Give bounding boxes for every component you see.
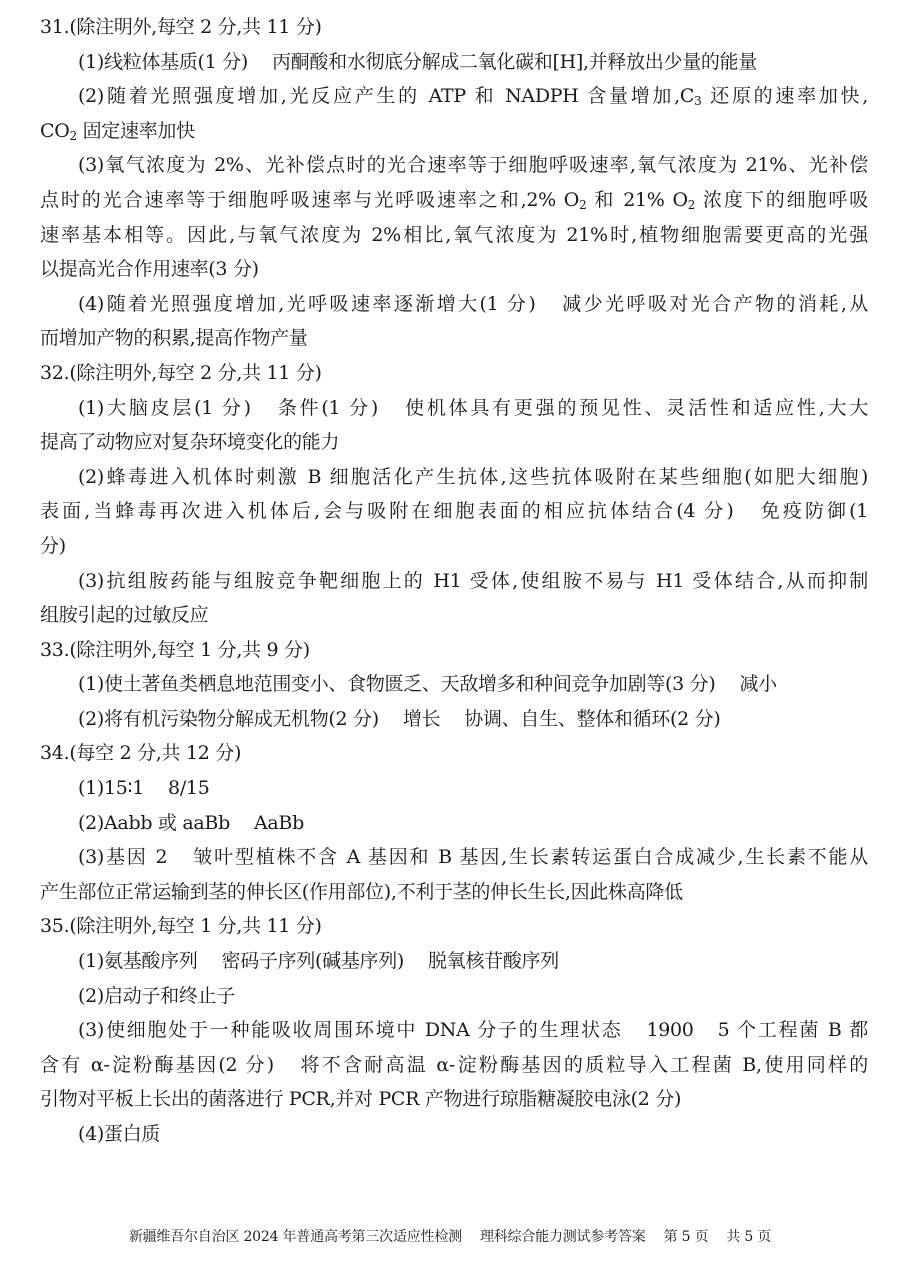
page-footer [0, 1226, 900, 1246]
question-35-heading: 35.(除注明外,每空 1 分,共 11 分) [40, 915, 322, 938]
q32-answer-2-line2: 表面,当蜂毒再次进入机体后,会与吸附在细胞表面的相应抗体结合(4 分) 免疫防御(1 [40, 500, 868, 523]
footer-page-number: 第 5 页 [663, 1229, 709, 1245]
q34-answer-3-line1: (3)基因 2 皱叶型植株不含 A 基因和 B 基因,生长素转运蛋白合成减少,生长素不能从 [78, 846, 868, 869]
q31-answer-3-line4: 以提高光合作用速率(3 分) [40, 258, 259, 281]
footer-source: 新疆维吾尔自治区 2024 年普通高考第三次适应性检测 [128, 1229, 462, 1245]
q35-answer-3-line2: 含有 α-淀粉酶基因(2 分) 将不含耐高温 α-淀粉酶基因的质粒导入工程菌 B,使用同样的 [40, 1053, 868, 1076]
footer-subject: 理科综合能力测试参考答案 [479, 1229, 646, 1245]
q35-answer-3-line1: (3)使细胞处于一种能吸收周围环境中 DNA 分子的生理状态 1900 5 个工程菌 B 都 [78, 1019, 869, 1042]
q33-answer-2: (2)将有机污染物分解成无机物(2 分) 增长 协调、自生、整体和循环(2 分) [78, 707, 721, 730]
q33-answer-1: (1)使土著鱼类栖息地范围变小、食物匮乏、天敌增多和种间竞争加剧等(3 分) 减小 [78, 673, 777, 696]
question-32-heading: 32.(除注明外,每空 2 分,共 11 分) [40, 361, 322, 384]
q32-answer-1-line1: (1)大脑皮层(1 分) 条件(1 分) 使机体具有更强的预见性、灵活性和适应性,大大 [78, 396, 868, 419]
question-34-heading: 34.(每空 2 分,共 12 分) [40, 742, 242, 765]
q31-answer-3-line1: (3)氧气浓度为 2%、光补偿点时的光合速率等于细胞呼吸速率,氧气浓度为 21%、光补偿 [78, 154, 868, 177]
q35-answer-4: (4)蛋白质 [78, 1123, 161, 1145]
q31-answer-2-line1: (2)随着光照强度增加,光反应产生的 ATP 和 NADPH 含量增加$,C_3$ 还原的速率加快, [78, 85, 868, 109]
q31-answer-3-line2: 点时的光合速率等于细胞呼吸速率与光呼吸速率之和,2% $O_2$ 和 21% $O_2$ 浓度下的细胞呼吸 [40, 188, 868, 212]
q31-answer-3-line3: 速率基本相等。因此,与氧气浓度为 2%相比,氧气浓度为 21%时,植物细胞需要更高的光强 [40, 223, 868, 246]
q34-answer-3-line2: 产生部位正常运输到茎的伸长区(作用部位),不利于茎的伸长生长,因此株高降低 [40, 880, 683, 903]
q32-answer-3-line2: 组胺引起的过敏反应 [40, 604, 209, 627]
question-33-heading: 33.(除注明外,每空 1 分,共 9 分) [40, 638, 310, 661]
q32-answer-2-line1: (2)蜂毒进入机体时刺激 B 细胞活化产生抗体,这些抗体吸附在某些细胞(如肥大细胞) [78, 465, 868, 488]
question-31-heading: 31.(除注明外,每空 2 分,共 11 分) [40, 16, 322, 38]
q32-answer-3-line1: (3)抗组胺药能与组胺竞争靶细胞上的 H1 受体,使组胺不易与 H1 受体结合,从而抑制 [78, 569, 868, 592]
q31-answer-4-line1: (4)随着光照强度增加,光呼吸速率逐渐增大(1 分) 减少光呼吸对光合产物的消耗,从 [78, 292, 869, 315]
q31-1b: 丙酮酸和水彻底分解成二氧化碳和[H],并释放出少量的能量 [271, 50, 758, 73]
q35-answer-2: (2)启动子和终止子 [78, 984, 235, 1007]
q35-answer-1: (1)氨基酸序列 密码子序列(碱基序列) 脱氧核苷酸序列 [78, 950, 559, 973]
q31-answer-1 [40, 45, 868, 80]
q34-answer-1: (1)15∶1 8/15 [78, 777, 210, 800]
q31-answer-2-line2: $CO_2$ 固定速率加快 [40, 119, 195, 143]
answer-content [40, 10, 868, 1152]
q31-1a: (1)线粒体基质(1 分) [78, 50, 248, 73]
q32-answer-2-line3: 分) [40, 534, 66, 557]
q35-answer-3-line3: 引物对平板上长出的菌落进行 PCR,并对 PCR 产物进行琼脂糖凝胶电泳(2 分) [40, 1088, 682, 1111]
q34-answer-2: (2)Aabb 或 aaBb AaBb [78, 811, 304, 834]
footer-total-pages: 共 5 页 [726, 1229, 772, 1245]
q31-answer-4-line2: 而增加产物的积累,提高作物产量 [40, 327, 308, 350]
q32-answer-1-line2: 提高了动物应对复杂环境变化的能力 [40, 431, 340, 454]
